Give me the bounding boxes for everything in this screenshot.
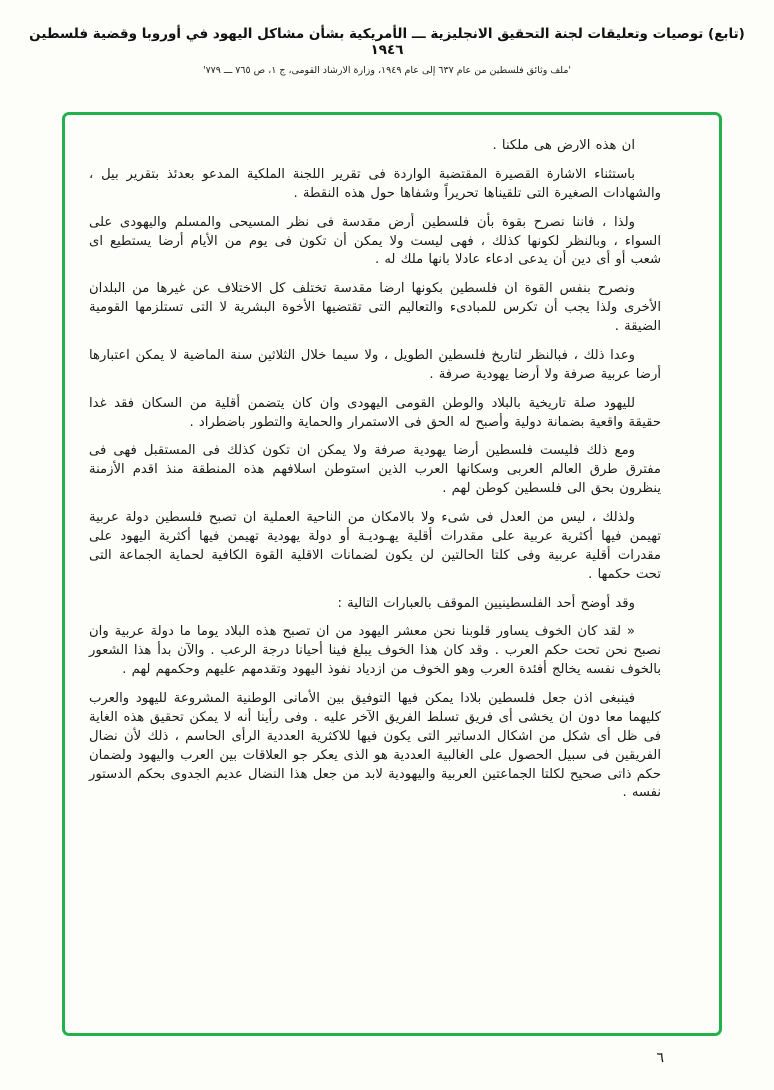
paragraph: ونصرح بنفس القوة ان فلسطين بكونها ارضا مقدسة تختلف كل الاختلاف عن غيرها من البلدان الأخرى ولذا يجب أن تكرس للمبادىء والتعاليم التى تقتضيها الأخوة البشرية لا التى تستلزمها القومية الضيقة . [89,281,661,334]
document-header [0,0,774,76]
paragraph: ولذا ، فاننا نصرح بقوة بأن فلسطين أرض مقدسة فى نظر المسيحى والمسلم واليهودى على السواء ، وبالنظر لكونها كذلك ، فهى ليست ولا يمكن أن تكون فى يوم من الأيام أرضا يستطيع اى شعب أو أى دين أن يدعى ادعاء عادلا بانها ملك له . [89,214,661,268]
document-source-citation: 'ملف وثائق فلسطين من عام ٦٣٧ إلى عام ١٩٤٩، وزارة الارشاد القومى، ج ١، ص ٧٦٥ ـــ ٧٧٩' [202,65,572,76]
paragraph: فينبغى اذن جعل فلسطين بلادا يمكن فيها التوفيق بين الأمانى الوطنية المشروعة لليهود والعرب كليهما معا دون ان يخشى أى فريق تسلط الفريق الآخر عليه . وفى رأينا أنه لا يمكن تحقيق هذه الغاية فى ظل أى شكل من اشكال الدساتير التى يكون فيها للاكثرية العددية الرأى الحاسم ، ذلك لأن نضال الفريقين فى سبيل الحصول على الغالبية العددية هو الذى يعكر جو العلاقات بين العرب واليهود ولضمان حكم ذاتى صحيح لكلتا الجماعتين العربية واليهودية لابد من جعل هذا النضال عديم الجدوى بحكم الدستور نفسه . [89,691,661,801]
document-body [65,115,719,833]
paragraph: وعدا ذلك ، فبالنظر لتاريخ فلسطين الطويل ، ولا سيما خلال الثلاثين سنة الماضية لا يمكن اعتبارها أرضا عربية صرفة ولا أرضا يهودية صرفة . [89,347,661,382]
paragraph: باستثناء الاشارة القصيرة المقتضبة الواردة فى تقرير اللجنة الملكية المدعو بعدئذ بتقرير بيل ، والشهادات الصغيرة التى تلقيناها تحريراً وشفاها حول هذه النقطة . [89,166,661,201]
paragraph: ان هذه الارض هى ملكنا . [492,138,635,153]
content-frame [62,112,722,1036]
paragraph: وقد أوضح أحد الفلسطينيين الموقف بالعبارات التالية : [337,595,635,611]
page-number: ٦ [656,1050,664,1066]
paragraph: ومع ذلك فليست فلسطين أرضا يهودية صرفة ولا يمكن ان تكون كذلك فى المستقبل فهى فى مفترق طرق العالم العربى وسكانها العرب الذين استوطن اسلافهم هذه المنطقة منذ اقدم الأزمنة ينظرون بحق الى فلسطين كوطن لهم . [89,443,661,497]
document-title: (تابع) توصيات وتعليقات لجنة التحقيق الانجليزية ـــ الأمريكية بشأن مشاكل اليهود في أوروبا وقضية فلسطين ١٩٤٦ [29,26,745,58]
paragraph: ولذلك ، ليس من العدل فى شىء ولا بالامكان من الناحية العملية ان تصبح فلسطين دولة عربية تهيمن فيها أكثرية عربية على مقدرات أقلية يهـوديـة أو دولة يهودية تهيمن فيها أكثرية اليهود على مقدرات أقلية عربية وفى كلتا الحالتين لن يكون لضمانات الاقلية القوة الكافية لحماية الجماعة التى تحت حكمها . [89,510,661,582]
paragraph-quote: « لقد كان الخوف يساور قلوبنا نحن معشر اليهود من ان تصبح هذه البلاد يوما ما دولة عربية وان نصبح نحن تحت حكم العرب . وقد كان هذا الخوف يبلغ فينا أحيانا درجة الرعب . والآن بدأ هذا الشعور بالخوف نفسه يخالج أفئدة العرب وهو الخوف من ازدياد نفوذ اليهود وتقدمهم عليهم وحكمهم لهم . [89,624,661,678]
paragraph: لليهود صلة تاريخية بالبلاد والوطن القومى اليهودى وان كان يتضمن أقلية من السكان فقد غدا حقيقة واقعية بضمانة دولية وأصبح له الحق فى الاستمرار والحماية والتطور باضطراد . [89,395,661,430]
